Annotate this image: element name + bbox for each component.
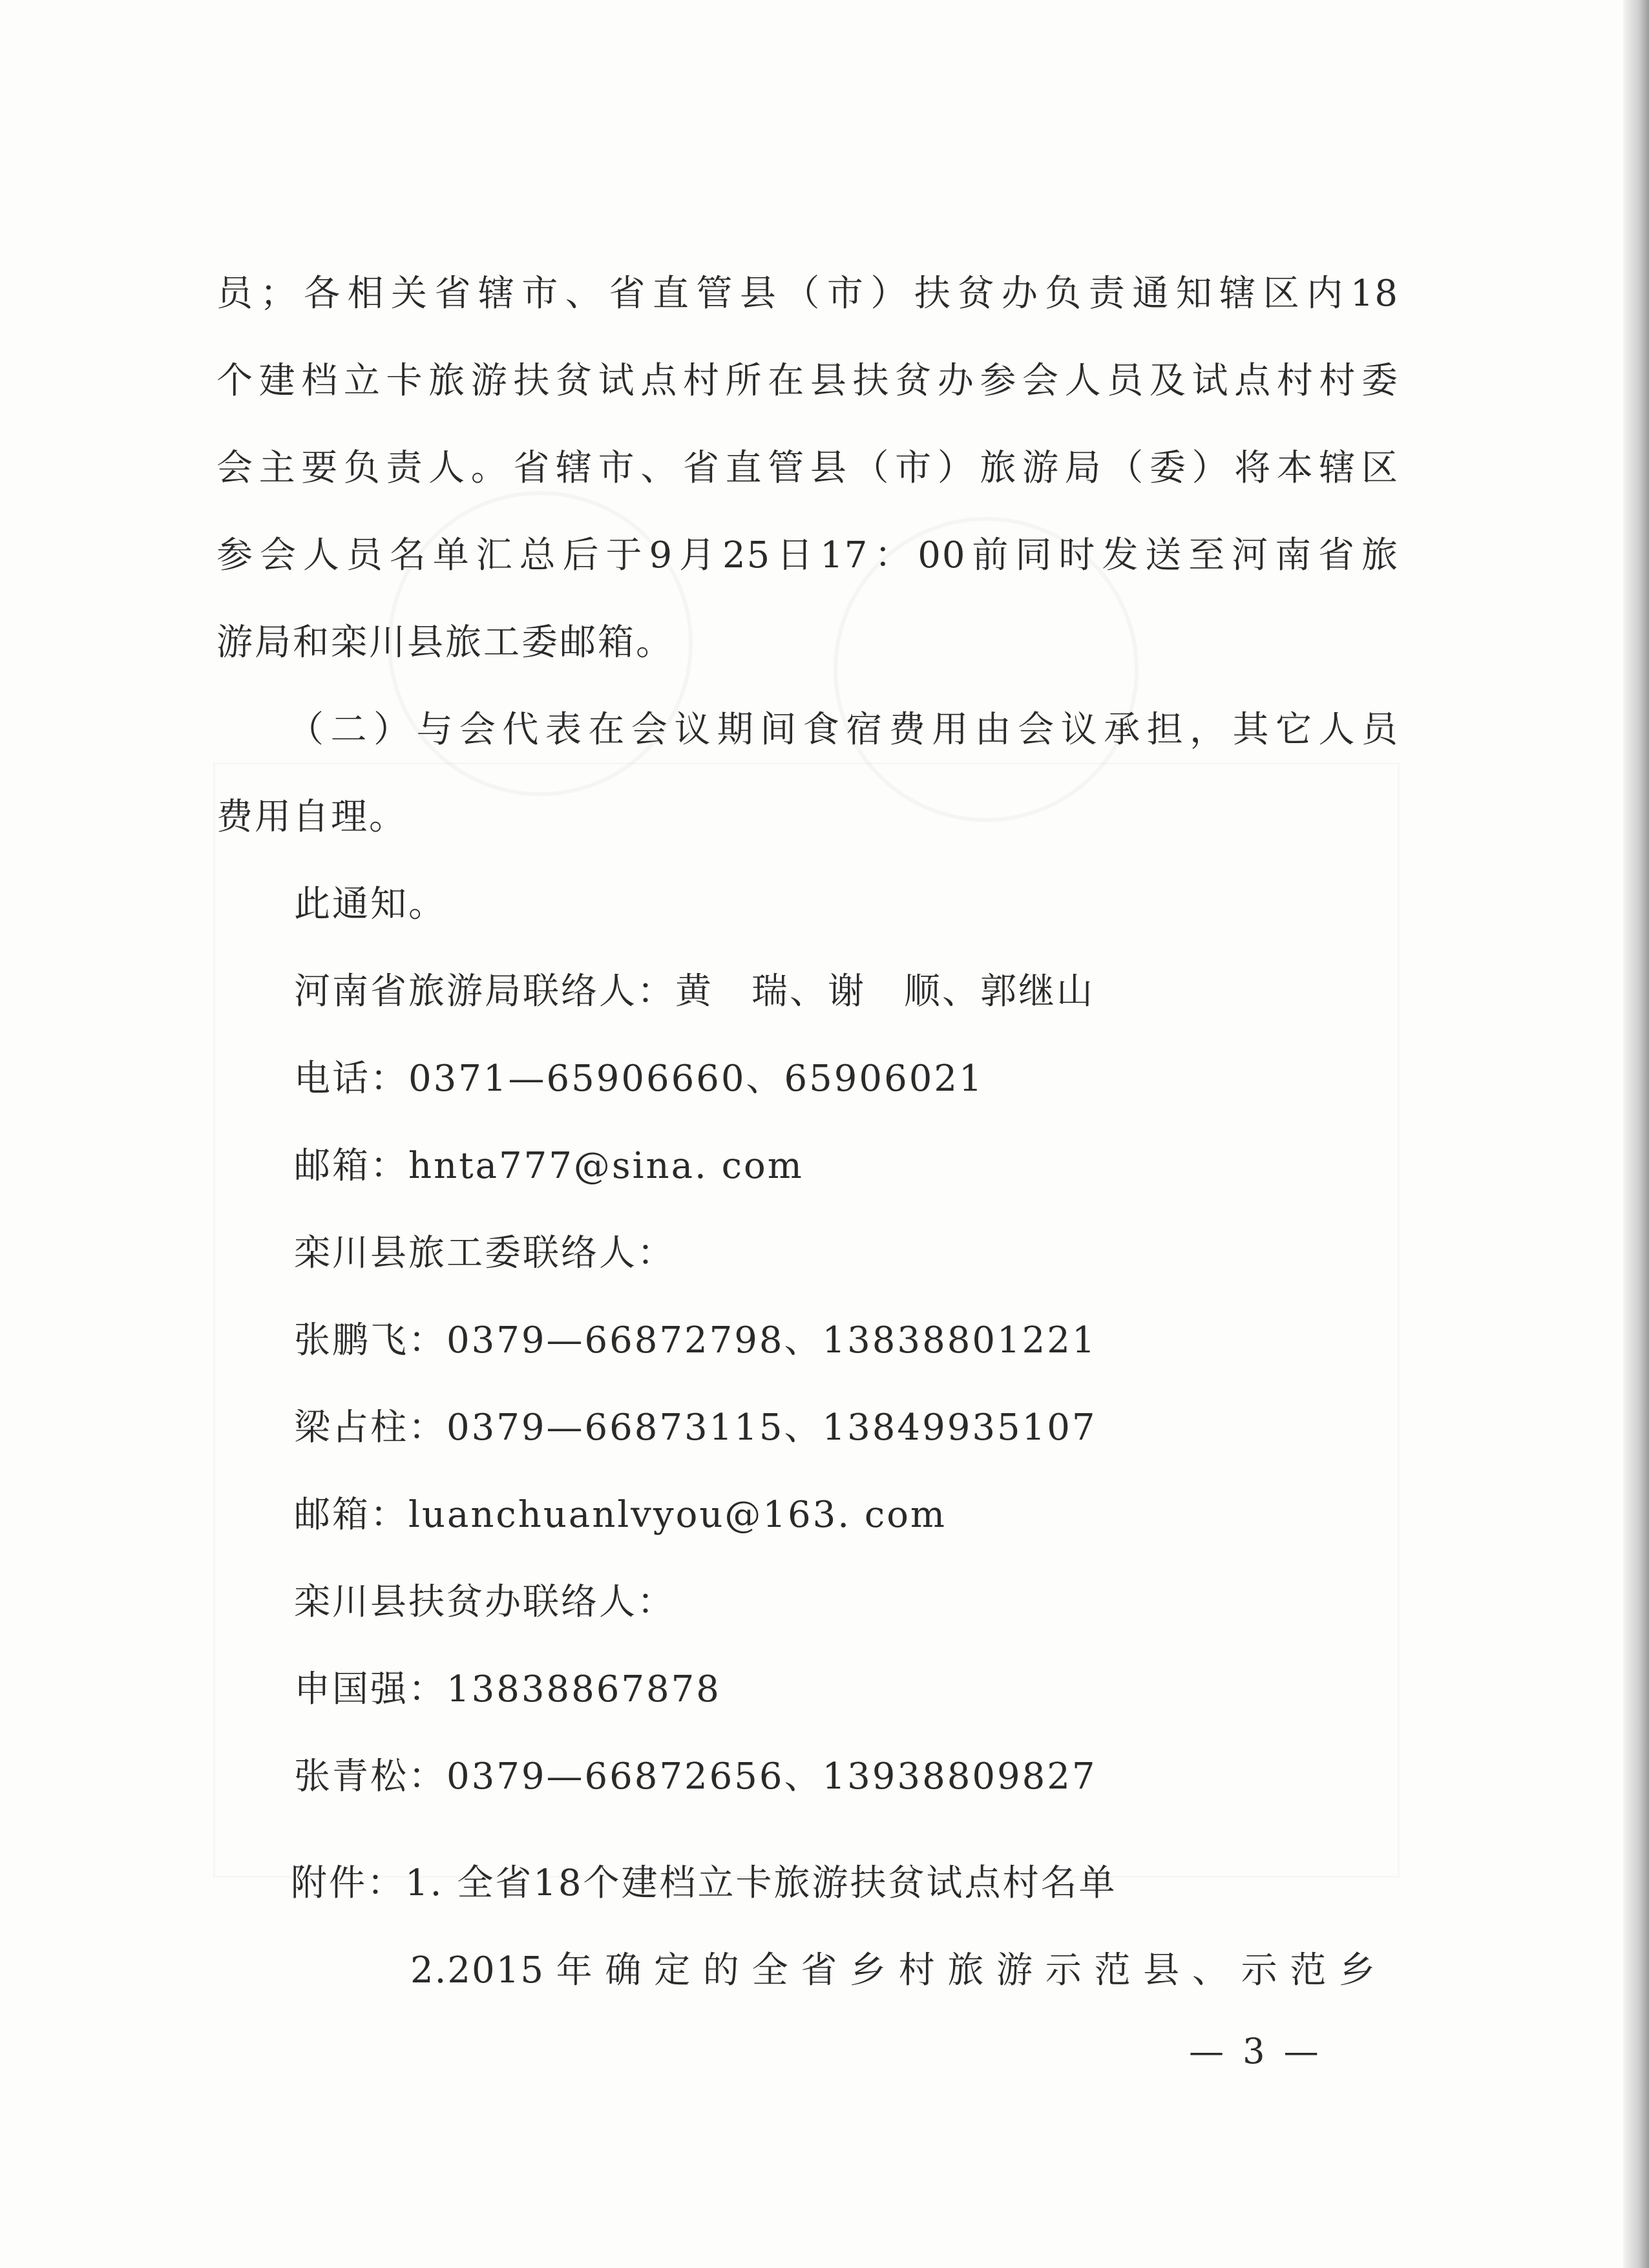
contact-luanchuan-tourism-heading: 栾川县旅工委联络人： [294, 1232, 675, 1274]
attachment-2: 2.2015年确定的全省乡村旅游示范县、示范乡 [410, 1949, 1376, 1991]
paragraph-2-line-2: 费用自理。 [216, 796, 407, 838]
page-number: — 3 — [1189, 2031, 1323, 2072]
scan-edge [1623, 0, 1649, 2268]
contact-henan-phone: 电话：0371—65906660、65906021 [294, 1058, 984, 1100]
paragraph-1-line-1: 员；各相关省辖市、省直管县（市）扶贫办负责通知辖区内18 [216, 273, 1399, 315]
paragraph-1-line-3: 会主要负责人。省辖市、省直管县（市）旅游局（委）将本辖区 [216, 447, 1399, 489]
paragraph-2-line-1: （二）与会代表在会议期间食宿费用由会议承担，其它人员 [288, 709, 1399, 751]
contact-henan-tourism: 河南省旅游局联络人：黄 瑞、谢 顺、郭继山 [294, 971, 1095, 1013]
closing-text: 此通知。 [294, 883, 446, 925]
contact-luanchuan-poverty-heading: 栾川县扶贫办联络人： [294, 1581, 675, 1623]
paragraph-1-line-4: 参会人员名单汇总后于9月25日17：00前同时发送至河南省旅 [216, 534, 1399, 576]
contact-liang-zhanzhu: 梁占柱：0379—66873115、13849935107 [294, 1407, 1097, 1449]
attachment-1: 附件：1. 全省18个建档立卡旅游扶贫试点村名单 [291, 1862, 1117, 1904]
contact-zhang-qingsong: 张青松：0379—66872656、13938809827 [294, 1756, 1097, 1798]
contact-luanchuan-email: 邮箱：luanchuanlvyou@163. com [294, 1494, 947, 1536]
contact-shen-guoqiang: 申国强：13838867878 [294, 1668, 721, 1710]
contact-zhang-pengfei: 张鹏飞：0379—66872798、13838801221 [294, 1319, 1097, 1361]
paragraph-1-line-5: 游局和栾川县旅工委邮箱。 [216, 622, 674, 664]
paragraph-1-line-2: 个建档立卡旅游扶贫试点村所在县扶贫办参会人员及试点村村委 [216, 360, 1399, 402]
contact-henan-email: 邮箱：hnta777@sina. com [294, 1145, 804, 1187]
